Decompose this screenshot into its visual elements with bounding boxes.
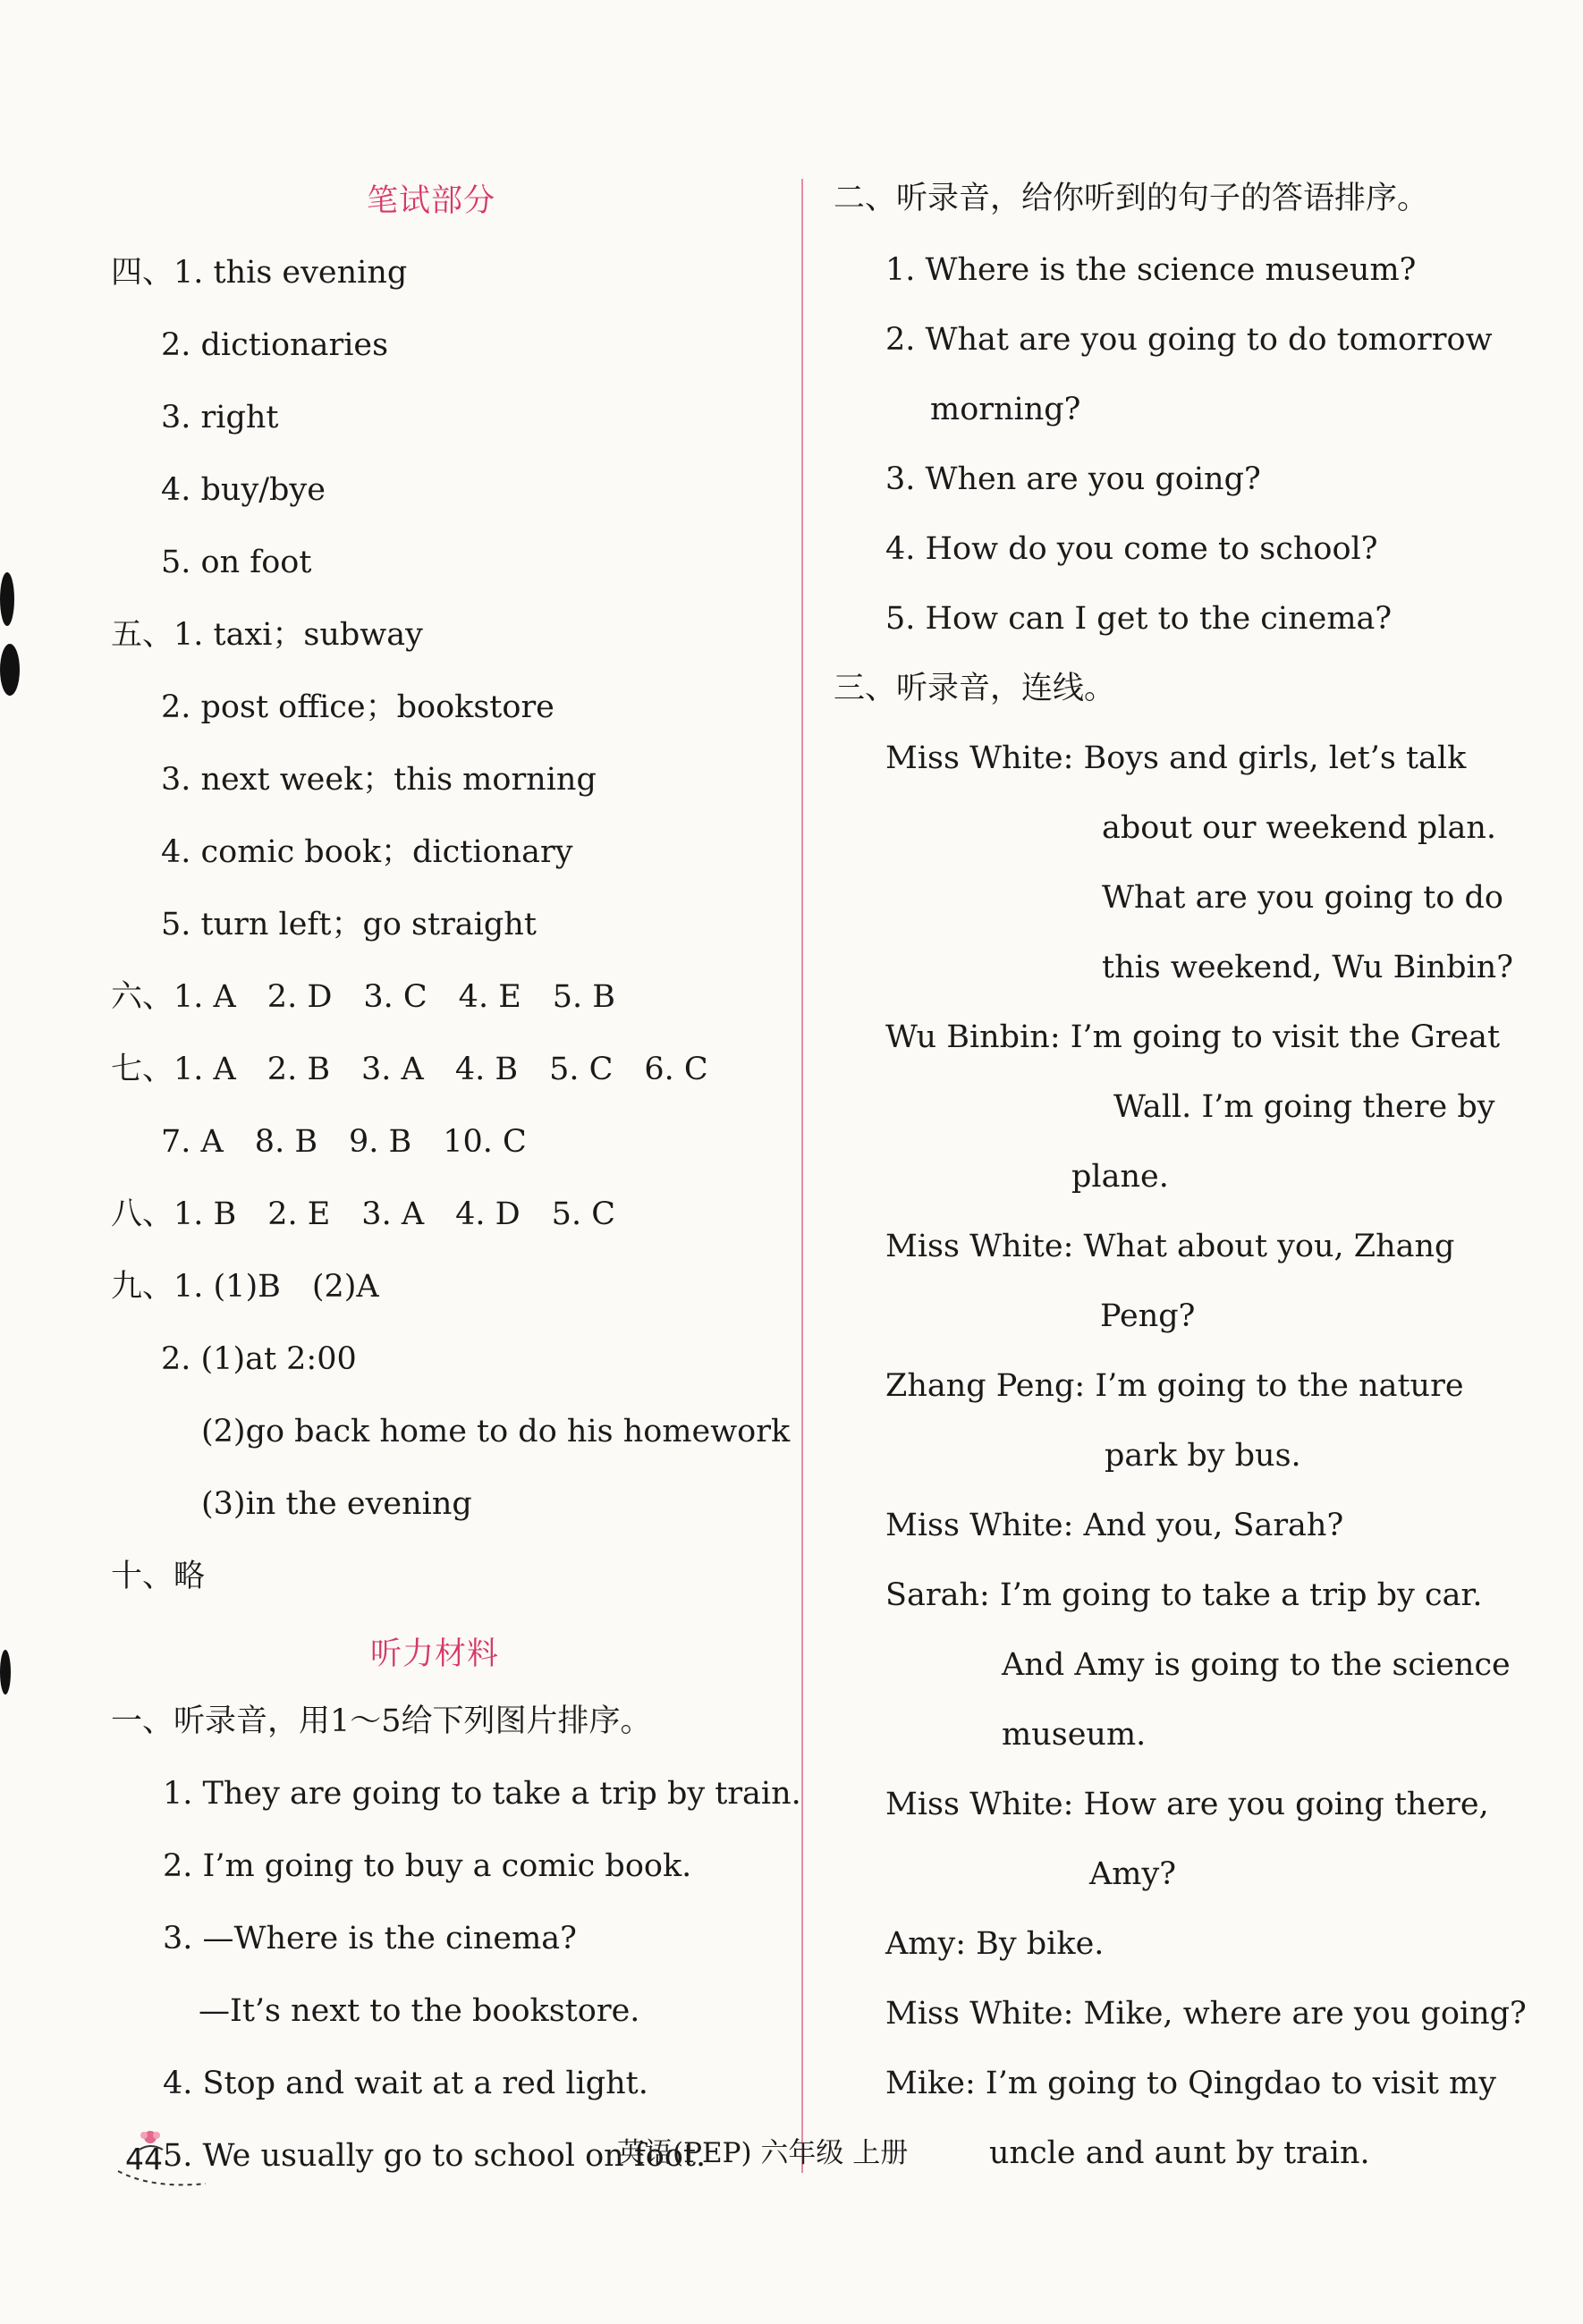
answer-line: 3. right: [161, 400, 279, 435]
answer-line: 7. A 8. B 9. B 10. C: [161, 1124, 527, 1160]
scan-mark: [0, 644, 20, 696]
answer-line: 九、1. (1)B (2)A: [111, 1269, 379, 1305]
scan-mark: [0, 572, 14, 626]
dialogue-line: Miss White: Mike, where are you going?: [885, 1996, 1527, 2032]
dialogue-line: Mike: I’m going to Qingdao to visit my: [885, 2066, 1496, 2101]
dialogue-line: park by bus.: [1105, 1438, 1301, 1474]
dialogue-line: And Amy is going to the science: [1002, 1647, 1511, 1683]
dialogue-line: Miss White: Boys and girls, let’s talk: [885, 740, 1467, 776]
answer-line: 十、略: [111, 1559, 206, 1594]
answer-line: (2)go back home to do his homework: [201, 1414, 791, 1449]
dialogue-line: plane.: [1071, 1159, 1169, 1195]
dialogue-line: Amy: By bike.: [885, 1926, 1105, 1962]
dialogue-line: Wall. I’m going there by: [1113, 1089, 1495, 1125]
listening-line: 1. Where is the science museum?: [885, 252, 1417, 288]
column-divider: [801, 179, 803, 2173]
listening-line: 4. How do you come to school?: [885, 531, 1378, 567]
book-title: 英语(PEP) 六年级 上册: [617, 2137, 909, 2169]
listening-line: 2. What are you going to do tomorrow: [885, 322, 1493, 358]
answer-line: 2. post office；bookstore: [161, 689, 554, 725]
answer-line: 八、1. B 2. E 3. A 4. D 5. C: [111, 1196, 615, 1232]
dialogue-line: Wu Binbin: I’m going to visit the Great: [885, 1019, 1501, 1055]
answer-line: 2. (1)at 2:00: [161, 1341, 357, 1377]
answer-line: 4. buy/bye: [161, 472, 326, 508]
answer-line: 五、1. taxi；subway: [111, 617, 423, 653]
answer-line: 4. comic book；dictionary: [161, 834, 573, 870]
dialogue-line: about our weekend plan.: [1102, 810, 1497, 846]
answer-line: 四、1. this evening: [111, 255, 408, 291]
listening-line: 3. —Where is the cinema?: [163, 1921, 577, 1956]
page-number: 44: [125, 2142, 163, 2176]
listening-line: 2. I’m going to buy a comic book.: [163, 1848, 692, 1884]
scan-mark: [0, 1650, 11, 1694]
listening-line: 4. Stop and wait at a red light.: [163, 2066, 648, 2101]
answer-line: 5. on foot: [161, 545, 312, 580]
dialogue-line: Peng?: [1100, 1298, 1196, 1334]
answer-line: 七、1. A 2. B 3. A 4. B 5. C 6. C: [111, 1052, 708, 1087]
dialogue-line: museum.: [1002, 1717, 1147, 1753]
answer-line: 2. dictionaries: [161, 327, 389, 363]
listening-line: 三、听录音，连线。: [834, 671, 1116, 706]
dialogue-line: Miss White: And you, Sarah?: [885, 1508, 1344, 1543]
listening-line: 5. We usually go to school on foot.: [163, 2138, 707, 2174]
listening-line: 1. They are going to take a trip by train.: [163, 1776, 801, 1812]
listening-line: 二、听录音，给你听到的句子的答语排序。: [834, 181, 1429, 216]
answer-line: (3)in the evening: [201, 1486, 472, 1522]
listening-line: morning?: [930, 392, 1081, 427]
dashed-swoosh: [116, 2164, 215, 2191]
dialogue-line: this weekend, Wu Binbin?: [1102, 950, 1513, 985]
answer-line: 六、1. A 2. D 3. C 4. E 5. B: [111, 979, 615, 1015]
listening-line: 3. When are you going?: [885, 461, 1261, 497]
answer-line: 3. next week；this morning: [161, 762, 597, 798]
dialogue-line: What are you going to do: [1102, 880, 1504, 916]
dialogue-line: Zhang Peng: I’m going to the nature: [885, 1368, 1464, 1404]
dialogue-line: uncle and aunt by train.: [989, 2135, 1370, 2171]
dialogue-line: Miss White: What about you, Zhang: [885, 1229, 1455, 1264]
dialogue-line: Amy?: [1089, 1856, 1177, 1892]
dialogue-line: Miss White: How are you going there,: [885, 1787, 1489, 1822]
listening-line: 一、听录音，用1～5给下列图片排序。: [111, 1703, 652, 1739]
written-heading: 笔试部分: [367, 183, 496, 219]
listening-line: —It’s next to the bookstore.: [199, 1993, 640, 2029]
answer-line: 5. turn left；go straight: [161, 907, 537, 942]
listening-line: 5. How can I get to the cinema?: [885, 601, 1393, 637]
dialogue-line: Sarah: I’m going to take a trip by car.: [885, 1577, 1483, 1613]
listening-heading: 听力材料: [370, 1636, 500, 1672]
